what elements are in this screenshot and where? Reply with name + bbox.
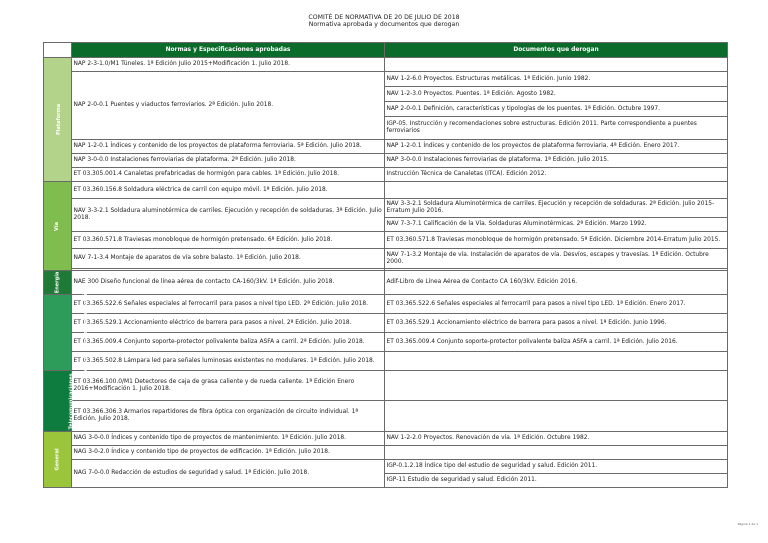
page-number: Página 1 de 1 (737, 522, 758, 526)
repealed-doc: IGP-0.1.2.18 Índice tipo del estudio de seguridad y salud. Edición 2011. (385, 460, 728, 474)
repealed-doc: NAV 7-1-3.2 Montaje de vía. Instalación de aparatos de vía. Desvíos, escapes y travesías. 1ª Edición. Octubre 2000. (385, 249, 728, 269)
repealed-doc: NAV 1-2-3.0 Proyectos. Puentes. 1ª Edición. Agosto 1982. (385, 87, 728, 102)
repealed-doc: Instrucción Técnica de Canaletas (ITCA). Edición 2012. (385, 168, 728, 182)
repealed-doc: NAP 3-0-0.0 Instalaciones ferroviarias de plataforma. 1ª Edición. Julio 2015. (385, 154, 728, 168)
category-plataforma (44, 58, 72, 182)
table-header-row (44, 43, 728, 58)
normativa-table (43, 42, 728, 488)
table-row (44, 72, 728, 87)
header-blank-cell (44, 43, 72, 58)
repealed-doc (385, 58, 728, 72)
repealed-doc: NAP 1-2-0.1 Índices y contenido de los proyectos de plataforma ferroviaria. 4ª Edición. Enero 2017. (385, 140, 728, 154)
column-header-approved: Normas y Especificaciones aprobadas (72, 43, 385, 58)
approved-norm: ET 03.366.100.0/M1 Detectores de caja de grasa caliente y de rueda caliente. 1ª Edición Enero 2016+Modificación 1. Julio 2018. (72, 371, 385, 401)
approved-norm: ET 03.360.571.8 Traviesas monobloque de hormigón pretensado. 6ª Edición. Julio 2018. (72, 232, 385, 249)
repealed-doc: Adif-Libro de Línea Aérea de Contacto CA 160/3kV. Edición 2016. (385, 271, 728, 295)
category-telecom (44, 371, 75, 432)
category-label: Telecomunicaciones (68, 372, 75, 430)
table-row (44, 249, 728, 269)
table-row (44, 401, 728, 432)
approved-norm: NAV 7-1-3.4 Montaje de aparatos de vía sobre balasto. 1ª Edición. Julio 2018. (72, 249, 385, 269)
table-row (44, 58, 728, 72)
approved-norm: ET 03.366.306.3 Armarios repartidores de fibra óptica con organización de circuito individual. 1ª Edición. Julio 2018. (72, 401, 385, 432)
approved-norm: NAV 3-3-2.1 Soldadura aluminotérmica de carriles. Ejecución y recepción de soldaduras. 3ª Edición. Julio 2018. (72, 199, 385, 232)
repealed-doc: ET 03.365.009.4 Conjunto soporte-protector polivalente baliza ASFA a carril. 1ª Edición. Julio 2016. (385, 333, 728, 352)
approved-norm: NAG 3-0-0.0 Índices y contenido tipo de proyectos de mantenimiento. 1ª Edición. Julio 2018. (72, 432, 385, 446)
repealed-doc: ET 03.365.522.6 Señales especiales al ferrocarril para pasos a nivel tipo LED. 1ª Edición. Enero 2017. (385, 295, 728, 314)
table-row (44, 168, 728, 182)
table-row (44, 199, 728, 218)
repealed-doc (385, 182, 728, 199)
repealed-doc (385, 371, 728, 401)
repealed-doc (385, 401, 728, 432)
approved-norm: ET 03.365.522.6 Señales especiales al ferrocarril para pasos a nivel tipo LED. 2ª Edición. Julio 2018. (72, 295, 385, 314)
repealed-doc: NAV 1-2-6.0 Proyectos. Estructuras metálicas. 1ª Edición. Junio 1982. (385, 72, 728, 87)
category-label: Energía (54, 271, 61, 294)
approved-norm: NAE 300 Diseño funcional de línea aérea de contacto CA-160/3kV. 1ª Edición. Julio 2018. (72, 271, 385, 295)
repealed-doc: NAV 3-3-2.1 Soldadura Aluminotérmica de carriles. Ejecución y recepción de soldaduras. 2ª Edición. Julio 2015-Erratum Julio 2016. (385, 199, 728, 218)
table-row (44, 295, 728, 314)
approved-norm: NAP 1-2-0.1 Índices y contenido de los proyectos de plataforma ferroviaria. 5ª Edición. Julio 2018. (72, 140, 385, 154)
repealed-doc: NAV 1-2-2.0 Proyectos. Renovación de vía. 1ª Edición. Octubre 1982. (385, 432, 728, 446)
approved-norm: ET 03.365.009.4 Conjunto soporte-protector polivalente baliza ASFA a carril. 2ª Edición. Julio 2018. (72, 333, 385, 352)
category-general (44, 432, 72, 488)
table-row (44, 333, 728, 352)
approved-norm: NAP 3-0-0.0 Instalaciones ferroviarias de plataforma. 2ª Edición. Julio 2018. (72, 154, 385, 168)
table-row (44, 140, 728, 154)
table-row (44, 232, 728, 249)
category-label: Vía (54, 221, 61, 231)
approved-norm: ET 03.305.001.4 Canaletas prefabricadas de hormigón para cables. 1ª Edición. Julio 2018. (72, 168, 385, 182)
repealed-doc: NAV 7-3-7.1 Calificación de la Vía. Soldaduras Aluminotérmicas. 2ª Edición. Marzo 1992. (385, 218, 728, 232)
category-via (44, 182, 72, 271)
repealed-doc: ET 03.360.571.8 Traviesas monobloque de hormigón pretensado. 5ª Edición. Diciembre 2014-Erratum Julio 2015. (385, 232, 728, 249)
table-row (44, 314, 728, 333)
table-row (44, 460, 728, 474)
repealed-doc: NAP 2-0-0.1 Definición, características y tipologías de los puentes. 1ª Edición. Octubre 1997. (385, 102, 728, 117)
category-energia (44, 271, 72, 295)
category-label: Plataforma (56, 103, 63, 136)
column-header-repealed: Documentos que derogan (385, 43, 728, 58)
table-row (44, 352, 728, 371)
table-row (44, 182, 728, 199)
category-label: Control, mando y señalización (83, 290, 89, 375)
repealed-doc (385, 446, 728, 460)
approved-norm: ET 03.360.156.8 Soldadura eléctrica de carril con equipo móvil. 1ª Edición. Julio 2018. (72, 182, 385, 199)
approved-norm: NAG 3-0-2.0 Índice y contenido tipo de proyectos de edificación. 1ª Edición. Julio 2018. (72, 446, 385, 460)
approved-norm: ET 03.365.529.1 Accionamiento eléctrico de barrera para pasos a nivel. 2ª Edición. Julio 2018. (72, 314, 385, 333)
document-title: COMITÉ DE NORMATIVA DE 20 DE JULIO DE 2018 (308, 14, 460, 21)
approved-norm: NAP 2-0-0.1 Puentes y viaductos ferroviarios. 2ª Edición. Julio 2018. (72, 72, 385, 140)
table-row (44, 432, 728, 446)
table-row (44, 446, 728, 460)
repealed-doc: IGP-05. Instrucción y recomendaciones sobre estructuras. Edición 2011. Parte correspondiente a puentes ferroviarios (385, 117, 728, 140)
category-control (44, 290, 89, 375)
table-row (44, 271, 728, 295)
category-label: General (54, 448, 61, 471)
approved-norm: ET 03.365.502.8 Lámpara led para señales luminosas existentes no modulares. 1ª Edición. Julio 2018. (72, 352, 385, 371)
document-subtitle: Normativa aprobada y documentos que derogan (308, 21, 460, 28)
repealed-doc: ET 03.365.529.1 Accionamiento eléctrico de barrera para pasos a nivel. 1ª Edición. Junio 1996. (385, 314, 728, 333)
table-row (44, 154, 728, 168)
approved-norm: NAG 7-0-0.0 Redacción de estudios de seguridad y salud. 1ª Edición. Julio 2018. (72, 460, 385, 488)
repealed-doc (385, 352, 728, 371)
table-row (44, 371, 728, 401)
approved-norm: NAP 2-3-1.0/M1 Túneles. 1ª Edición Julio 2015+Modificación 1. Julio 2018. (72, 58, 385, 72)
repealed-doc: IGP-11 Estudio de seguridad y salud. Edición 2011. (385, 474, 728, 488)
